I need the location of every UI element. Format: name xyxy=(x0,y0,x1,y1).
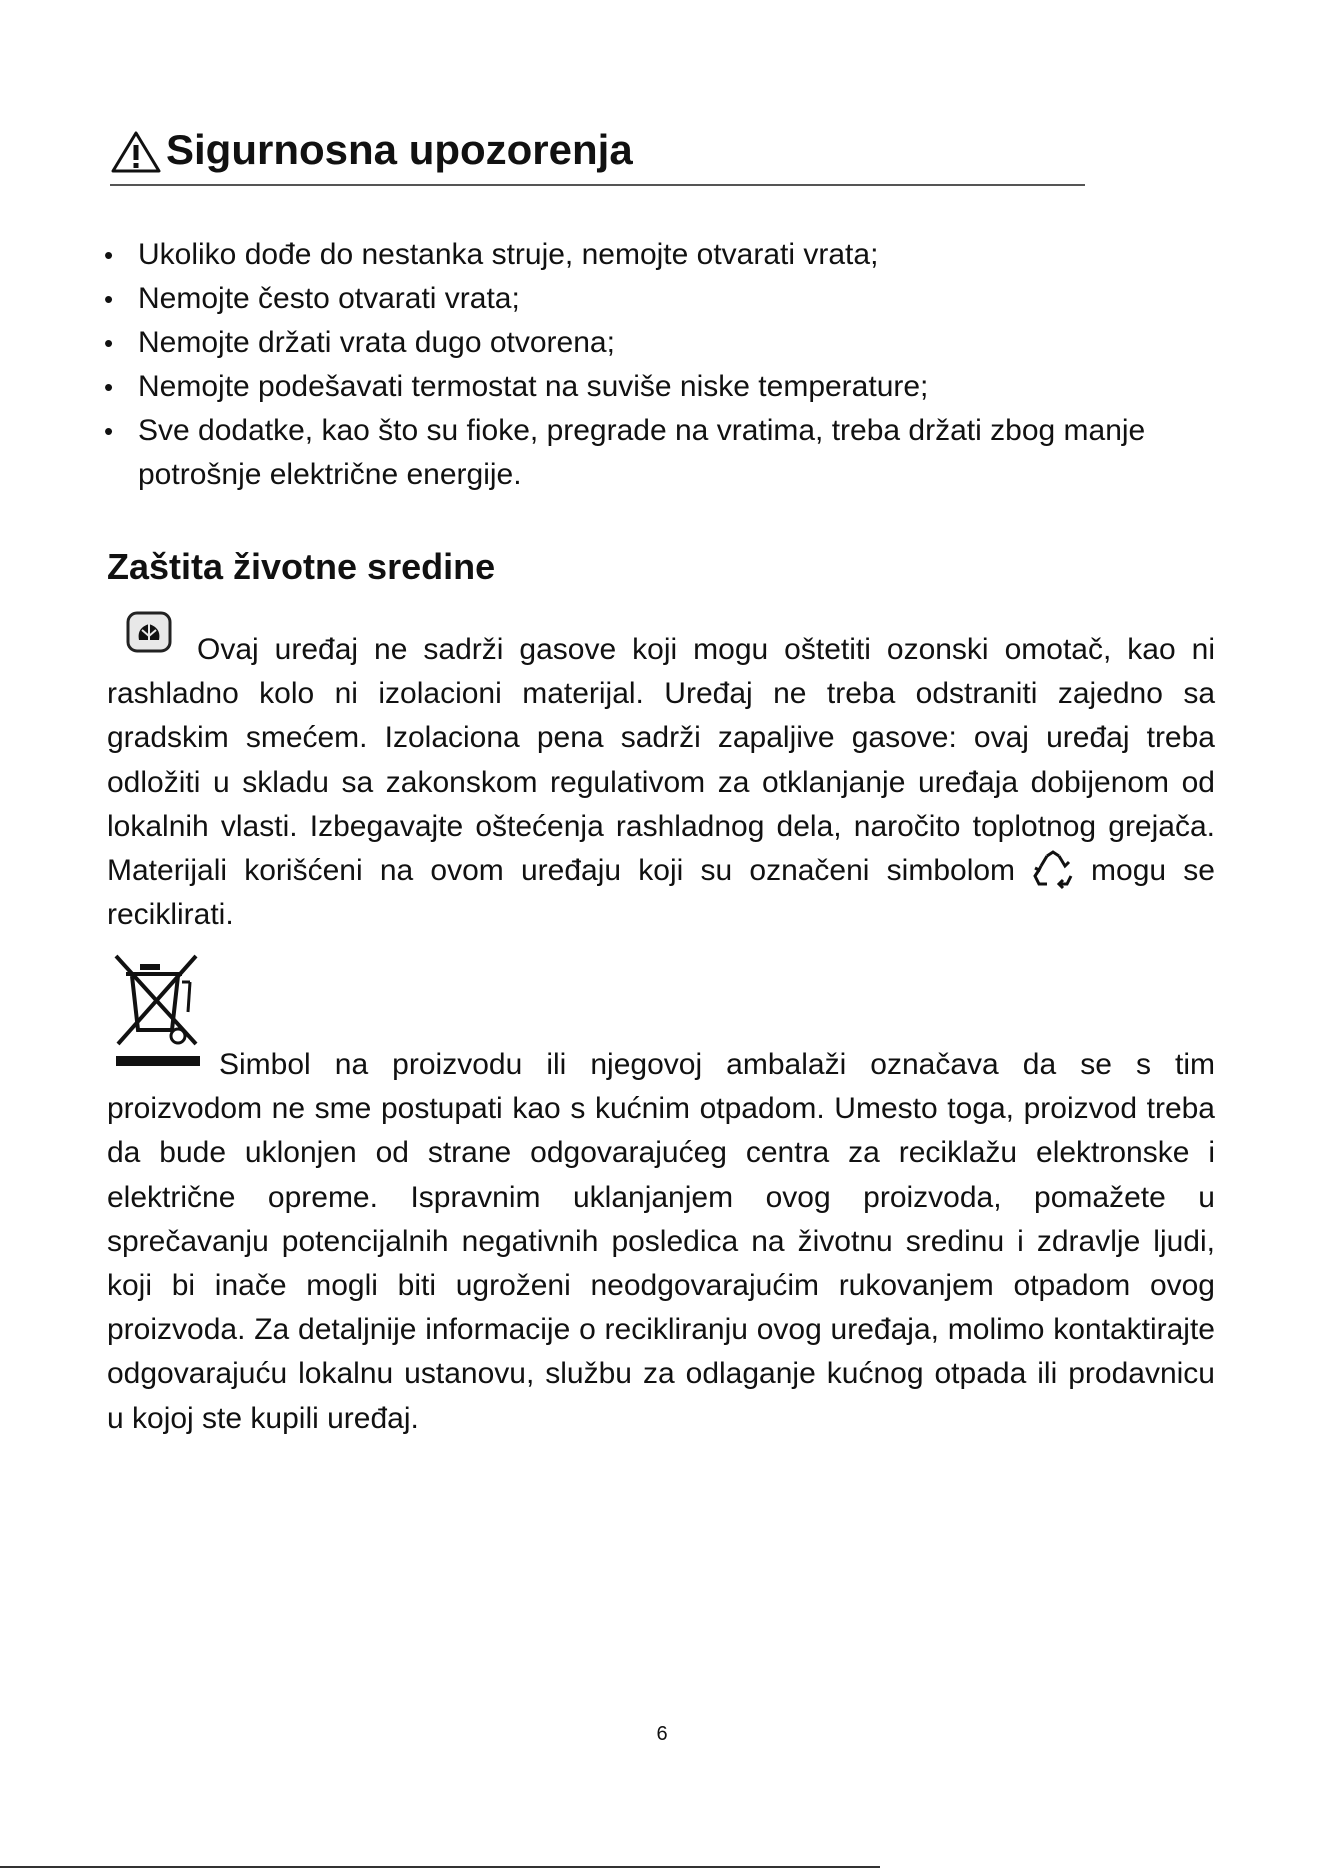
environment-section-title: Zaštita životne sredine xyxy=(107,546,496,587)
recycle-icon xyxy=(1029,850,1077,890)
environment-paragraph-ozone xyxy=(107,628,1215,937)
page-title-text: Sigurnosna upozorenja xyxy=(166,126,633,173)
page-number: 6 xyxy=(656,1723,668,1745)
list-item: • Nemojte često otvarati vrata; xyxy=(104,277,1204,321)
list-item: • Nemojte podešavati termostat na suviše niske temperature; xyxy=(104,365,1204,409)
environment-paragraph-weee: Simbol na proizvodu ili njegovoj ambalaži označava da se s tim proizvodom ne sme postupati kao s kućnim otpadom. Umesto toga, proizvod treba da bude uklonjen od strane odgovarajućeg centra za reciklažu elektronske i električne opreme. Ispravnim uklanjanjem ovog proizvoda, pomažete u sprečavanju potencijalnih negativnih posledica na životnu sredinu i zdravlje ljudi, koji bi inače mogli biti ugroženi neodgovarajućim rukovanjem otpadom ovog proizvoda. Za detaljnije informacije o recikliranju ovog uređaja, molimo kontaktirajte odgovarajuću lokalnu ustanovu, službu za odlaganje kućnog otpada ili prodavnicu u kojoj ste kupili uređaj. xyxy=(107,1048,1215,1435)
bottom-divider xyxy=(0,1866,880,1868)
safety-warnings-list xyxy=(104,233,1204,497)
list-item: • Nemojte držati vrata dugo otvorena; xyxy=(104,321,1204,365)
list-item: • Ukoliko dođe do nestanka struje, nemojte otvarati vrata; xyxy=(104,233,1204,277)
warning-triangle-icon xyxy=(110,130,162,174)
environment-paragraph-ozone-text: Ovaj uređaj ne sadrži gasove koji mogu oštetiti ozonski omotač, kao ni rashladno kolo ni izolacioni materijal. Uređaj ne treba odstraniti zajedno sa gradskim smećem. Izolaciona pena sadrži zapaljive gasove: ovaj uređaj treba odložiti u skladu sa zakonskom regulativom za otklanjanje uređaja dobijenom od lokalnih vlasti. Izbegavajte oštećenja rashladnog dela, naročito toplotnog grejača. Materijali korišćeni na ovom uređaju koji su označeni simbolom xyxy=(107,633,1215,888)
environment-paragraph-ozone-end: mogu se reciklirati. xyxy=(107,854,1215,932)
page-title xyxy=(110,124,1085,186)
list-item: • Sve dodatke, kao što su fioke, pregrade na vratima, treba držati zbog manje potrošnje električne energije. xyxy=(104,409,1204,497)
